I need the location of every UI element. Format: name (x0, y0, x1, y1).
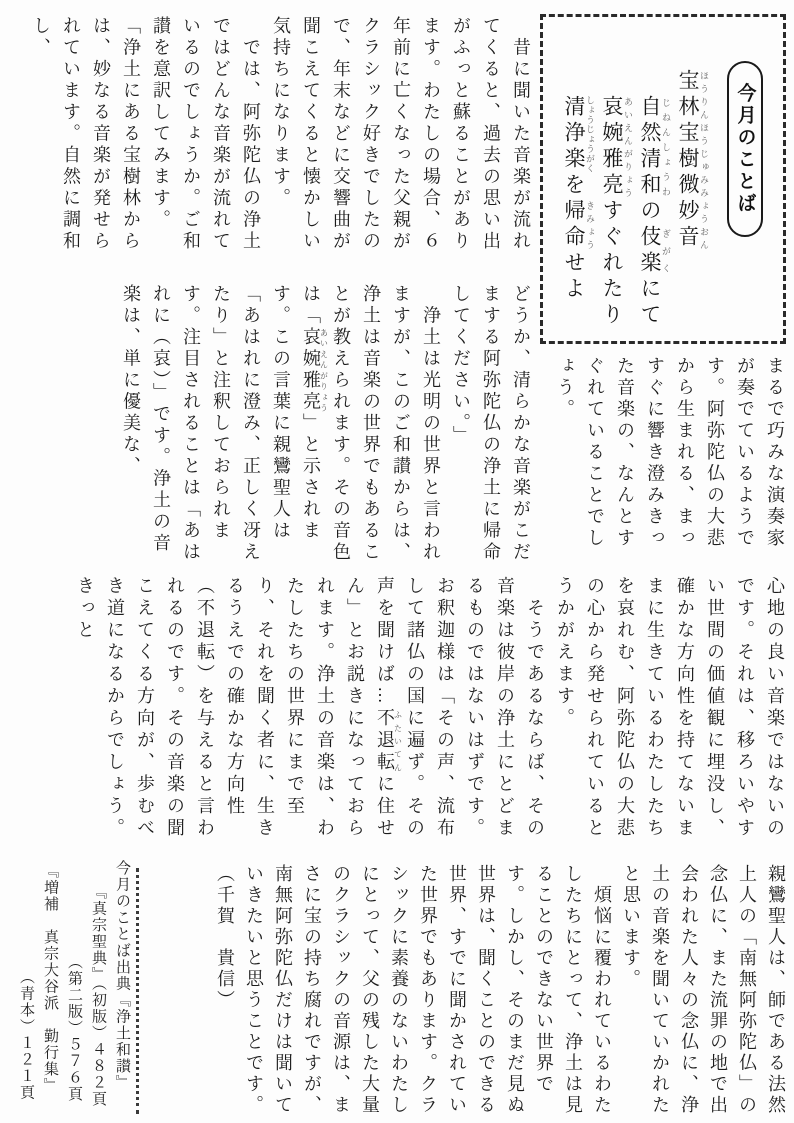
hymn-line: 哀婉雅亮 あいえんがりょうすぐれたり (600, 95, 633, 329)
paragraph: どうか、清らかな音楽がこだまする阿弥陀仏の浄土に帰命してください。」 (451, 284, 531, 564)
attribution-line: 『真宗聖典』（初版）４８２頁 (90, 884, 106, 1108)
attribution (10, 860, 134, 1122)
paragraph: まるで巧みな演奏家が奏でているようです。阿弥陀仏の大悲から生まれる、まっすぐに響き澄みきった音楽の、なんとすぐれていることでしょう。 (555, 356, 785, 550)
paragraph: 浄土は光明の世界と言われますが、このご和讃からは、浄土は音楽の世界でもあることが教えられます。その音色は「哀婉雅亮あいえんがりょう」と示されます。この言葉に親鸞聖人は「あはれに澄み、正しく冴えたり」と注釈しておられます。注目されることは「あはれに（哀）」です。浄土の音楽は、単に優美な、 (121, 284, 441, 564)
source-divider (136, 868, 139, 1114)
article-band-2-under-box (540, 356, 790, 552)
paragraph: では、阿弥陀仏の浄土ではどんな音楽が流れているのでしょうか。ご和讃を意訳してみます。 (151, 16, 261, 253)
hymn-line: 宝林宝樹 ほうりんほうじゅ微妙音 みみょうおん (676, 69, 709, 251)
article-band-1 (12, 16, 536, 266)
hymn-line: 自然清和 じねんしょうわの伎楽 ぎがくにて (638, 95, 671, 329)
hymn-line: 清浄楽 しょうじょうがくを帰命 きみょうせよ (562, 95, 595, 303)
article-band-4 (150, 864, 790, 1120)
attribution-line: 今月のことば出典『浄土和讃』 (114, 860, 130, 1091)
paragraph: 親鸞聖人は、師である法然上人の「南無阿弥陀仏」の念仏に、また流罪の地で出会われた人々の念仏に、浄土の音楽を聞いていかれたと思います。 (621, 864, 786, 1116)
paragraph: 昔に聞いた音楽が流れてくると、過去の思い出がふっと蘇ることがあります。わたしの場合、６年前に亡くなった父親がクラシック好きでしたので、年末などに交響曲が聞こえてくると懐かしい気持ちになります。 (271, 16, 531, 253)
attribution-line: 『増補 真宗大谷派 勤行集』 (42, 863, 58, 1094)
attribution-line: （第二版）５７６頁 (66, 954, 82, 1103)
paragraph: 「浄土にある宝樹林からは、妙なる音楽が発せられています。自然に調和し、 (31, 16, 141, 253)
hymn-text (557, 69, 709, 331)
article-band-3 (10, 576, 790, 842)
article-band-2-left (10, 284, 536, 568)
monthly-words-title-pill (727, 61, 763, 237)
attribution-line: （青本）１２１頁 (18, 969, 34, 1101)
paragraph: そうであるならば、その音楽は彼岸の浄土にとどまるものではないはずです。お釈迦様は「その声、流布して諸仏の国に遍ず。その声を聞けば…不退転ふたいてんに住せん」とお説きになっておられます。浄土の音楽は、わたしたちの世界にまで至り、それを聞く者に、生きるうえでの確かな方向性（不退転）を与えると言われるのです。その音楽の聞こえてくる方向が、歩むべき道になるからでしょう。きっと (75, 576, 545, 840)
monthly-words-title: 今月のことば (734, 83, 756, 215)
monthly-words-box (540, 14, 786, 344)
paragraph: 心地の良い音楽ではないのです。それは、移ろいやすい世間の価値観に埋没し、確かな方向性を持てないままに生きているわたしたちを哀れむ、阿弥陀仏の大悲の心から発せられているとうかがえます。 (555, 576, 785, 840)
paragraph: 煩悩に覆われているわたしたちにとって、浄土は見ることのできない世界です。しかし、そのまだ見ぬ世界は、聞くことのできる世界、すでに聞かされていた世界でもあります。クラシックに素養のないわたしにとって、父の残した大量のクラシックの音源は、まさに宝の持ち腐れですが、南無阿弥陀仏だけは聞いていきたいと思うことです。（千賀 貴信） (215, 864, 612, 1116)
